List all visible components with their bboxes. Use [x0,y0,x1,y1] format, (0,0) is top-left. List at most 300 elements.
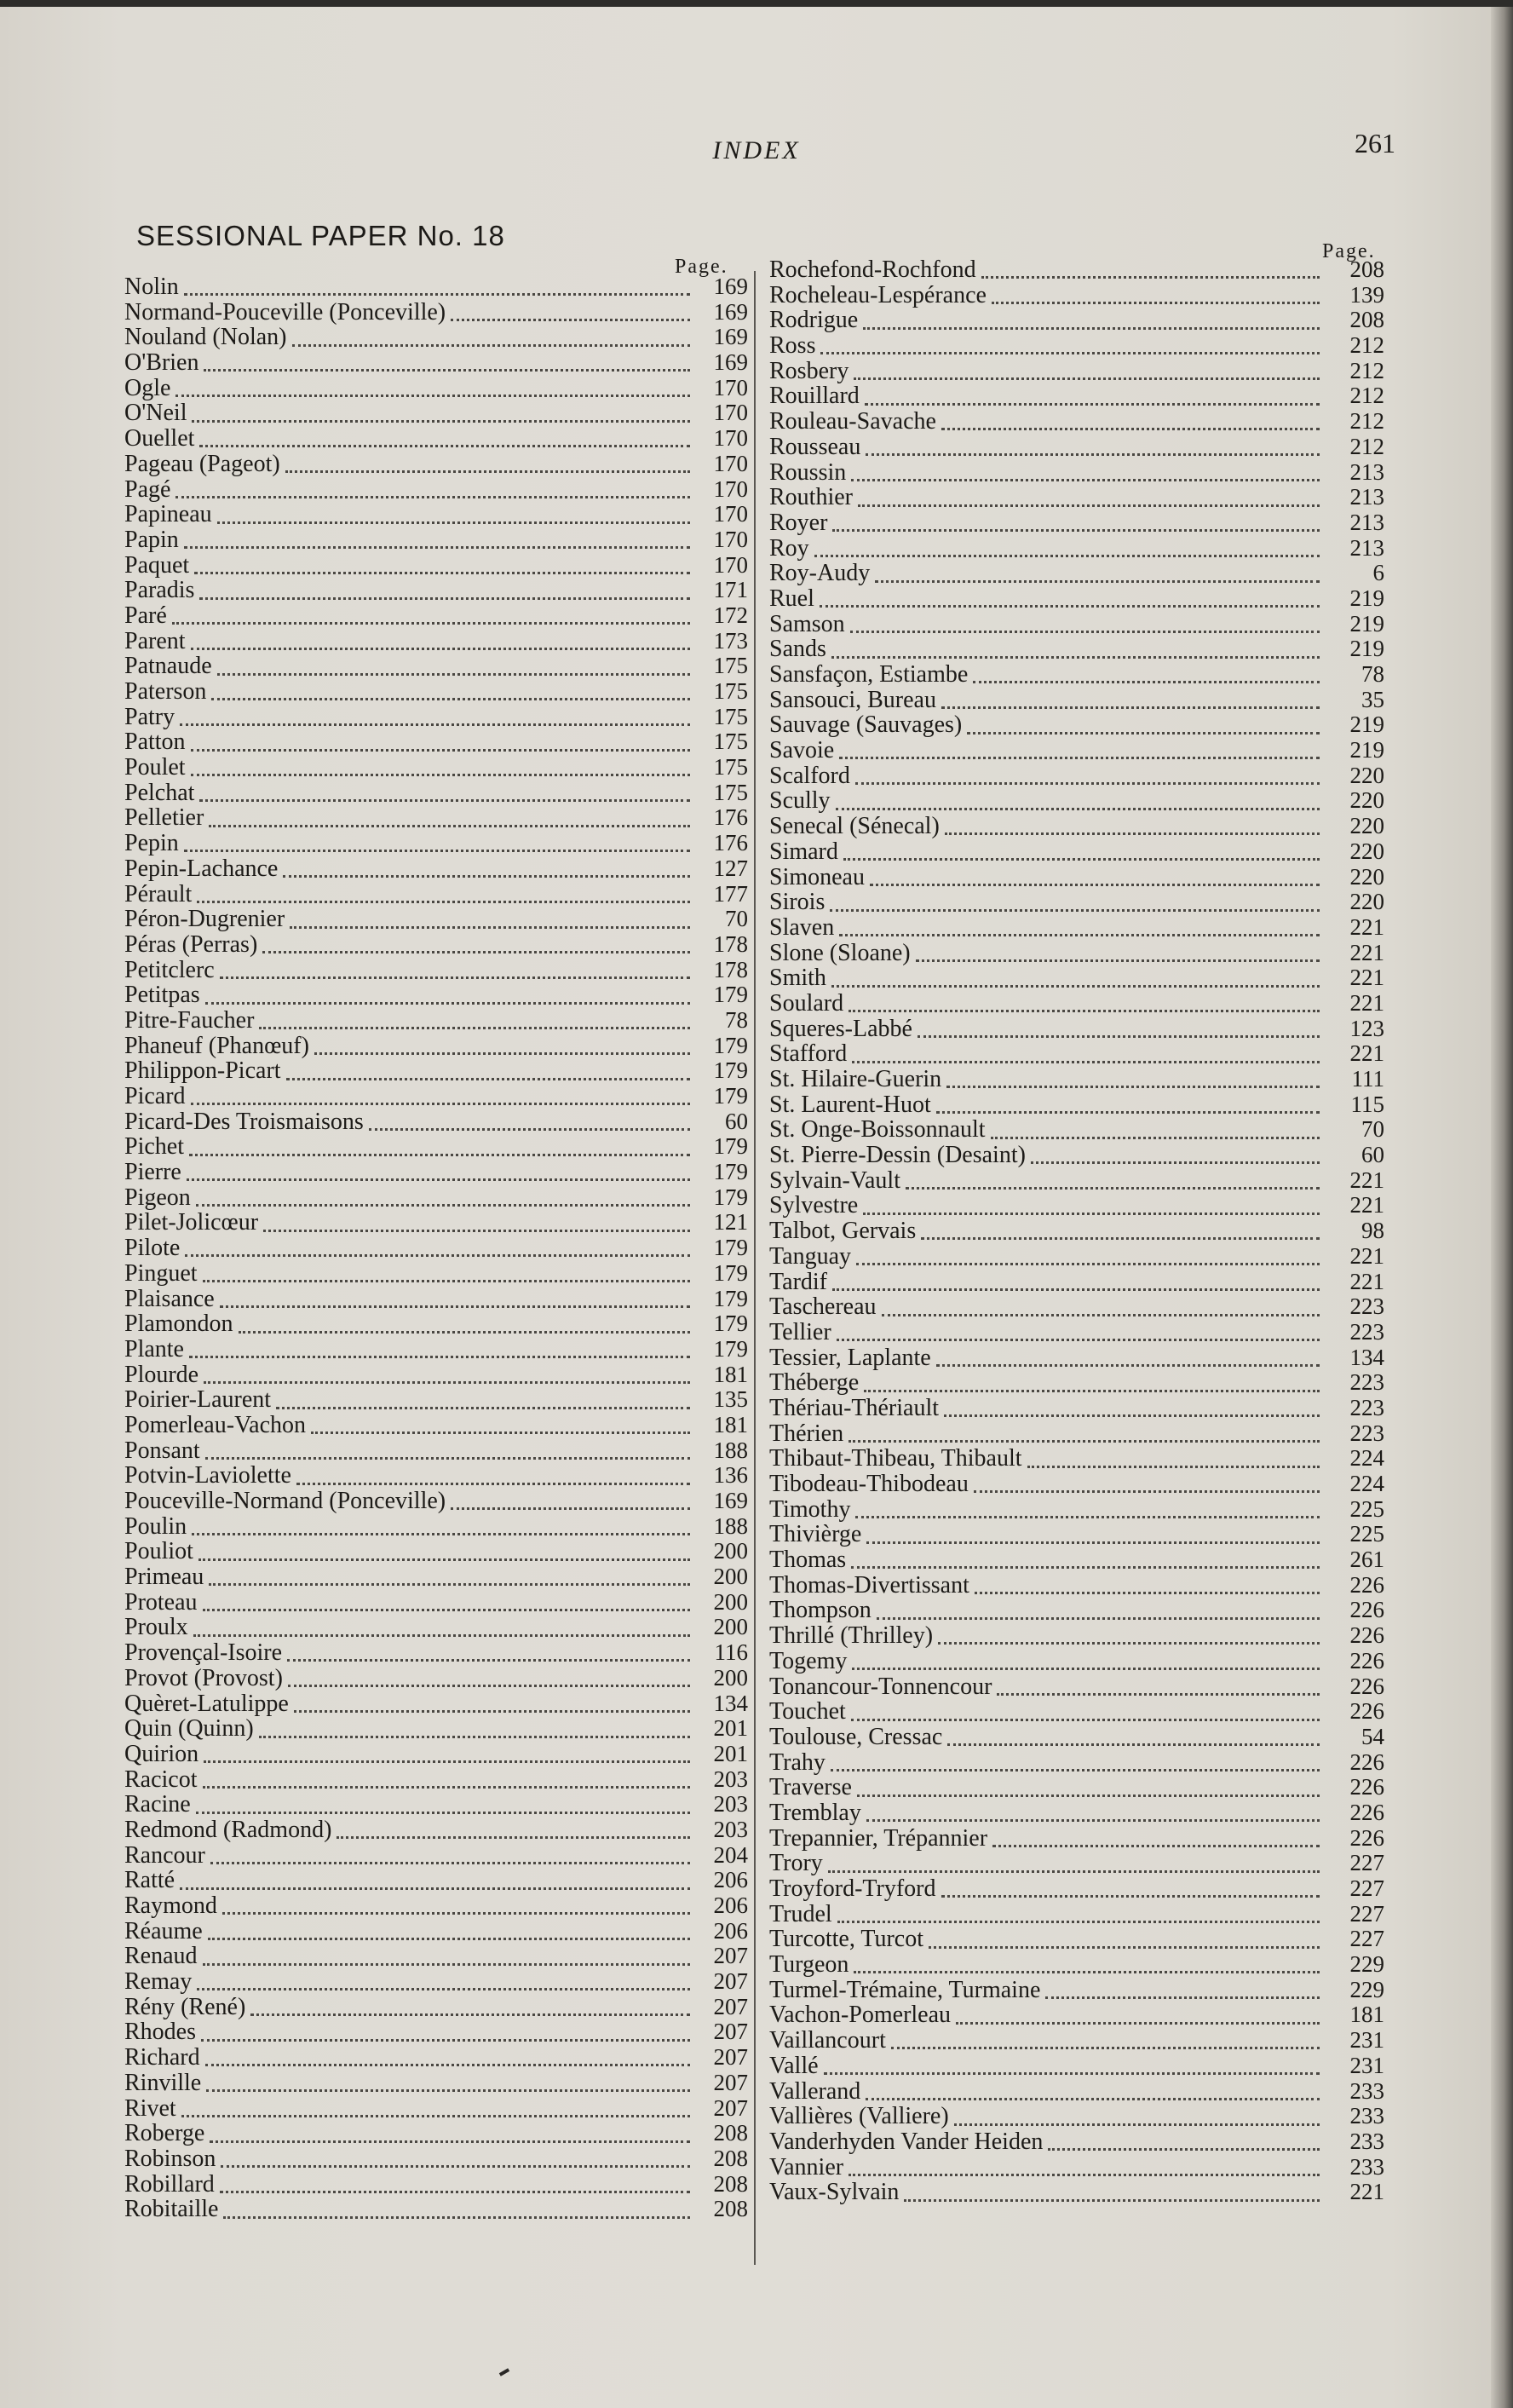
dot-leader [205,994,690,1005]
dot-leader [854,369,1320,380]
dot-leader [217,513,690,524]
entry-page-number: 225 [1349,1495,1384,1522]
entry-page-number: 201 [713,1740,748,1766]
index-entry [769,1143,1384,1168]
index-entry [769,1067,1384,1092]
entry-name: Thibaut-Thibeau, Thibault [769,1445,1022,1472]
entry-page-number: 207 [713,2094,748,2121]
index-entry [124,2019,748,2045]
index-entry [769,1117,1384,1143]
index-entry [124,1185,748,1211]
entry-name: Ogle [124,374,171,401]
index-entry [769,460,1384,486]
index-entry [769,359,1384,384]
entry-name: Philippon-Picart [124,1057,281,1085]
entry-name: Tonancour-Tonnencour [769,1673,992,1700]
entry-name: Pelchat [124,779,195,806]
entry-name: Scalford [769,762,850,789]
entry-name: Tessier, Laplante [769,1344,931,1371]
dot-leader [882,1305,1320,1316]
entry-page-number: 229 [1349,1951,1384,1978]
entry-page-number: 226 [1349,1597,1384,1623]
index-entry [769,1446,1384,1472]
index-entry [769,763,1384,789]
dot-leader [904,2191,1320,2202]
entry-name: Thérien [769,1420,844,1447]
entry-name: Slaven [769,913,835,941]
index-entry [124,1463,748,1489]
dot-leader [185,1246,690,1257]
entry-page-number: 221 [1349,2179,1384,2205]
index-entry [769,1978,1384,2003]
index-entry [124,1489,748,1514]
dot-leader [891,2038,1320,2049]
entry-name: Rivet [124,2094,176,2122]
entry-page-number: 204 [713,1841,748,1868]
index-entry [124,1893,748,1919]
dot-leader [203,1271,690,1282]
entry-page-number: 213 [1349,509,1384,535]
index-entry [124,426,748,452]
entry-page-number: 203 [713,1816,748,1842]
index-entry [124,452,748,477]
index-entry [124,350,748,376]
entry-name: Sirois [769,889,826,916]
dot-leader [839,925,1320,936]
entry-name: Picard [124,1083,186,1109]
entry-page-number: 175 [713,779,748,805]
entry-page-number: 179 [713,1032,748,1058]
entry-page-number: 179 [713,1259,748,1286]
dot-leader [206,2081,690,2092]
entry-page-number: 212 [1349,433,1384,459]
entry-page-number: 70 [725,906,748,932]
entry-page-number: 179 [713,1184,748,1210]
entry-name: Sansfaçon, Estiambe [769,661,969,688]
dot-leader [193,1626,690,1637]
index-entry [769,561,1384,586]
index-entry [124,1160,748,1185]
dot-leader [836,799,1320,810]
index-entry [124,2121,748,2146]
index-entry [769,536,1384,562]
dot-leader [250,2005,690,2016]
dot-leader [184,538,690,549]
index-entry [124,1969,748,1995]
entry-page-number: 200 [713,1588,748,1615]
entry-name: Talbot, Gervais [769,1218,917,1245]
entry-page-number: 200 [713,1564,748,1590]
dot-leader [946,1077,1320,1088]
dot-leader [929,1938,1320,1949]
index-entry [124,1261,748,1287]
dot-leader [259,1018,690,1029]
entry-page-number: 224 [1349,1471,1384,1496]
index-entry [124,1109,748,1135]
entry-page-number: 221 [1349,1040,1384,1067]
entry-page-number: 233 [1349,2128,1384,2154]
entry-page-number: 221 [1349,939,1384,965]
entry-page-number: 179 [713,1285,748,1311]
dot-leader [311,1423,690,1434]
entry-name: Paquet [124,551,190,579]
index-entry [124,300,748,325]
dot-leader [198,1550,690,1561]
entry-page-number: 224 [1349,1445,1384,1472]
index-entry [124,1311,748,1337]
dot-leader [314,1044,690,1055]
dot-leader [938,1633,1320,1645]
dot-leader [870,875,1320,886]
entry-name: Quin (Quinn) [124,1715,254,1743]
dot-leader [832,1280,1320,1291]
entry-name: Trudel [769,1900,832,1927]
entry-page-number: 60 [725,1108,748,1134]
index-entry [124,1058,748,1084]
index-entry [769,1421,1384,1447]
dot-leader [830,901,1320,912]
entry-page-number: 54 [1361,1723,1384,1749]
index-entry [124,1843,748,1869]
entry-name: Timothy [769,1495,851,1523]
entry-name: Pepin-Lachance [124,855,279,882]
index-entry [769,814,1384,839]
entry-name: Traverse [769,1774,852,1801]
entry-page-number: 35 [1361,686,1384,712]
dot-leader [941,698,1320,709]
dot-leader [209,1575,690,1586]
entry-name: Pilote [124,1235,181,1262]
entry-page-number: 175 [713,653,748,679]
entry-name: Racine [124,1791,191,1818]
dot-leader [184,841,690,852]
dot-leader [211,689,690,700]
dot-leader [288,1676,690,1687]
dot-leader [820,343,1320,354]
dot-leader [864,1381,1320,1392]
entry-page-number: 220 [1349,889,1384,915]
entry-name: Tremblay [769,1799,861,1826]
dot-leader [941,419,1320,430]
entry-name: Provençal-Isoire [124,1639,283,1667]
entry-page-number: 227 [1349,1850,1384,1876]
entry-page-number: 233 [1349,2077,1384,2104]
entry-name: Slone (Sloane) [769,939,911,966]
entry-name: Raymond [124,1892,217,1919]
entry-name: Plaisance [124,1285,215,1312]
index-entry [124,2172,748,2198]
entry-name: Rancour [124,1841,205,1869]
dot-leader [855,1507,1320,1518]
dot-leader [839,748,1320,759]
dot-leader [203,1777,690,1789]
entry-name: Vachon-Pomerleau [769,2002,952,2029]
entry-name: Paradis [124,577,195,604]
entry-page-number: 213 [1349,484,1384,510]
index-entry [124,1337,748,1362]
entry-page-number: 225 [1349,1521,1384,1547]
index-entry [124,629,748,654]
entry-page-number: 219 [1349,636,1384,662]
dot-leader [851,470,1320,481]
dot-leader [863,1204,1320,1215]
entry-name: Vallerand [769,2077,861,2105]
index-entry [124,1666,748,1691]
index-entry [124,856,748,882]
entry-page-number: 233 [1349,2103,1384,2129]
dot-leader [852,1659,1320,1670]
entry-name: Roussin [769,458,847,486]
entry-page-number: 226 [1349,1774,1384,1800]
entry-name: Vannier [769,2153,844,2180]
entry-page-number: 208 [1349,256,1384,282]
entry-name: Vanderhyden Vander Heiden [769,2128,1044,2155]
entry-name: Trepannier, Trépannier [769,1824,988,1852]
entry-name: Pichet [124,1133,184,1161]
entry-name: Papineau [124,501,212,528]
dot-leader [203,1955,690,1966]
entry-page-number: 178 [713,930,748,957]
entry-page-number: 221 [1349,1167,1384,1193]
dot-leader [180,715,690,726]
dot-leader [221,2157,690,2168]
entry-page-number: 227 [1349,1900,1384,1927]
entry-name: Trory [769,1850,823,1877]
entry-name: Scully [769,787,831,815]
index-entry [769,435,1384,460]
entry-page-number: 200 [713,1664,748,1691]
index-entry [124,1818,748,1843]
entry-page-number: 179 [713,982,748,1008]
entry-name: Théberge [769,1369,860,1397]
entry-name: Rousseau [769,433,861,460]
index-entry [124,982,748,1008]
entry-page-number: 219 [1349,737,1384,763]
entry-name: Thrillé (Thrilley) [769,1622,934,1650]
index-entry [124,2197,748,2222]
index-entry [769,1725,1384,1750]
entry-name: Pelletier [124,804,204,832]
dot-leader [981,268,1320,279]
dot-leader [259,1727,690,1738]
dot-leader [849,2165,1320,2176]
dot-leader [849,1432,1320,1443]
entry-page-number: 176 [713,830,748,856]
entry-name: Routhier [769,484,853,511]
entry-page-number: 221 [1349,1192,1384,1218]
entry-name: Toulouse, Cressac [769,1723,943,1750]
entry-page-number: 206 [713,1892,748,1918]
index-entry [769,2002,1384,2028]
entry-page-number: 221 [1349,965,1384,991]
dot-leader [199,589,690,600]
dot-leader [337,1828,690,1839]
index-entry [124,805,748,831]
entry-name: Pérault [124,880,193,907]
dot-leader [294,1702,690,1713]
entry-page-number: 229 [1349,1976,1384,2002]
dot-leader [296,1474,690,1485]
entry-name: Squeres-Labbé [769,1015,912,1042]
dot-leader [947,1735,1320,1746]
index-entry [769,1244,1384,1270]
index-entry [769,712,1384,738]
entry-name: Senecal (Sénecal) [769,813,940,840]
entry-name: Sands [769,636,826,663]
entry-page-number: 179 [713,1159,748,1185]
index-entry [124,831,748,856]
index-entry [769,1674,1384,1700]
index-entry [769,1320,1384,1345]
index-entry [769,308,1384,333]
entry-name: Provot (Provost) [124,1664,283,1691]
entry-name: Pouceville-Normand (Ponceville) [124,1488,446,1514]
index-entry [769,1345,1384,1371]
index-entry [124,502,748,527]
dot-leader [220,2182,690,2193]
entry-page-number: 221 [1349,913,1384,940]
index-entry [124,1387,748,1413]
entry-page-number: 169 [713,1488,748,1513]
dot-leader [204,1752,690,1763]
entry-name: Troyford-Tryford [769,1875,936,1902]
entry-page-number: 212 [1349,357,1384,383]
dot-leader [205,1449,690,1460]
entry-name: Racicot [124,1766,198,1793]
entry-name: St. Pierre-Dessin (Desaint) [769,1142,1026,1169]
entry-page-number: 175 [713,678,748,704]
entry-page-number: 175 [713,703,748,729]
index-entry [124,705,748,730]
entry-page-number: 226 [1349,1622,1384,1649]
entry-name: Richard [124,2044,200,2071]
dot-leader [992,1836,1320,1847]
index-entry [769,1826,1384,1852]
index-entry [769,915,1384,941]
entry-page-number: 181 [713,1361,748,1387]
entry-page-number: 208 [713,2170,748,2197]
entry-page-number: 169 [713,349,748,376]
index-entry [124,400,748,426]
dot-leader [974,1482,1320,1493]
entry-page-number: 226 [1349,1698,1384,1725]
entry-page-number: 208 [1349,307,1384,333]
entry-page-number: 121 [713,1209,748,1236]
entry-name: Thomas [769,1547,847,1574]
index-entry [124,1564,748,1590]
dot-leader [286,1069,690,1080]
entry-name: Robillard [124,2170,215,2198]
dot-leader [837,1330,1320,1341]
entry-name: Picard-Des Troismaisons [124,1108,364,1135]
index-entry [769,409,1384,435]
dot-leader [222,1904,690,1915]
entry-name: Pomerleau-Vachon [124,1411,307,1438]
entry-name: Vaillancourt [769,2027,886,2054]
dot-leader [369,1120,690,1131]
entry-name: Pagé [124,475,171,503]
dot-leader [997,1685,1320,1696]
entry-name: Primeau [124,1564,204,1591]
index-entry [124,1995,748,2020]
index-entry [769,2028,1384,2054]
index-entry [769,1370,1384,1396]
dot-leader [852,1052,1320,1063]
entry-name: Pilet-Jolicœur [124,1209,259,1236]
index-entry [124,1868,748,1893]
entry-name: Phaneuf (Phanœuf) [124,1032,309,1059]
entry-name: Smith [769,965,826,992]
dot-leader [209,816,690,827]
entry-name: Pitre-Faucher [124,1006,255,1034]
entry-page-number: 226 [1349,1748,1384,1775]
dot-leader [851,1710,1320,1721]
index-entry [769,688,1384,713]
column-divider [754,271,756,2265]
entry-page-number: 213 [1349,534,1384,561]
entry-name: Tardif [769,1268,828,1295]
index-entry [769,865,1384,890]
index-entry [124,1767,748,1793]
ink-mark [499,2368,509,2376]
dot-leader [196,1803,690,1814]
entry-page-number: 179 [713,1235,748,1261]
entry-page-number: 172 [713,602,748,628]
dot-leader [851,1558,1320,1569]
entry-name: Quirion [124,1740,199,1767]
entry-page-number: 136 [713,1462,748,1489]
entry-page-number: 220 [1349,762,1384,788]
dot-leader [292,336,690,347]
entry-name: Petitclerc [124,956,215,983]
entry-page-number: 179 [713,1057,748,1084]
entry-page-number: 221 [1349,989,1384,1016]
dot-leader [451,310,690,321]
dot-leader [849,1001,1320,1012]
index-entry [124,274,748,300]
entry-page-number: 98 [1361,1218,1384,1244]
entry-page-number: 170 [713,450,748,476]
entry-page-number: 169 [713,274,748,299]
entry-name: Ross [769,332,816,360]
dot-leader [199,791,690,802]
dot-leader [875,572,1320,583]
dot-leader [831,648,1320,659]
running-title: INDEX [712,136,801,164]
entry-page-number: 227 [1349,1926,1384,1952]
index-entry [769,510,1384,536]
index-entry [124,1919,748,1944]
entry-name: Sylvain-Vault [769,1167,900,1194]
index-entry [769,637,1384,662]
index-entry [124,1944,748,1969]
entry-page-number: 170 [713,425,748,452]
entry-name: Remay [124,1968,193,1996]
entry-page-number: 111 [1351,1066,1384,1092]
entry-page-number: 207 [713,2069,748,2095]
entry-page-number: 203 [713,1766,748,1792]
entry-page-number: 170 [713,400,748,426]
index-entry [124,1539,748,1564]
index-entry [769,1573,1384,1599]
entry-name: Tibodeau-Thibodeau [769,1471,969,1497]
dot-leader [956,2013,1320,2025]
entry-name: Proteau [124,1588,198,1616]
entry-name: Péron-Dugrenier [124,906,285,933]
index-entry [769,1649,1384,1674]
dot-leader [187,1170,690,1181]
entry-name: Stafford [769,1040,848,1068]
